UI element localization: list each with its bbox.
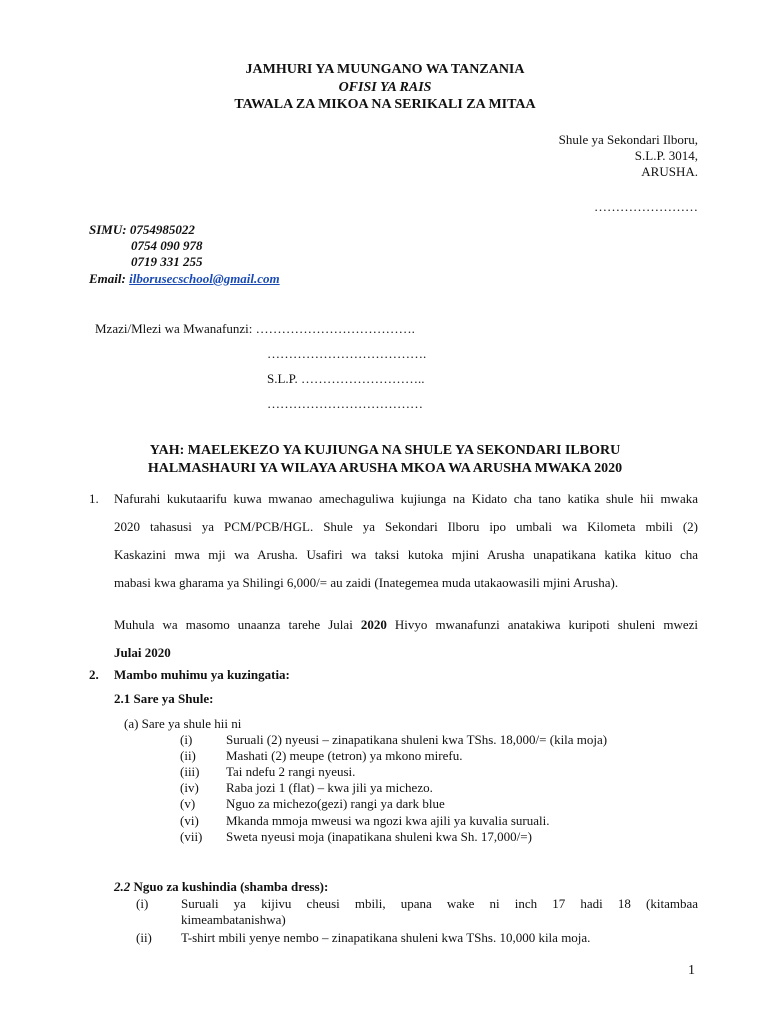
list-item-continuation: kimeambatanishwa) xyxy=(181,912,286,927)
contact-phone-row xyxy=(89,222,195,238)
list-item-roman: (v) xyxy=(180,796,196,811)
list-item-roman: (iii) xyxy=(180,764,200,779)
section-2-title: Mambo muhimu ya kuzingatia: xyxy=(114,667,290,682)
section-2-number: 2. xyxy=(89,667,99,682)
header-republic: JAMHURI YA MUUNGANO WA TANZANIA xyxy=(245,62,525,77)
list-item: Nguo za michezo(gezi) rangi ya dark blue xyxy=(226,796,445,811)
page-number: 1 xyxy=(688,963,695,978)
phone-3: 0719 331 255 xyxy=(131,254,203,269)
section-1-line: mabasi kwa gharama ya Shilingi 6,000/= au zaidi (Inategemea muda utakaowasili mjini Arusha). xyxy=(114,575,619,590)
date-blank: …………………… xyxy=(594,199,698,214)
section-1-line: Kaskazini mwa mji wa Arusha. Usafiri wa taksi kutoka mjini Arusha unapatikana katika kituo cha xyxy=(114,547,698,562)
term-text-a: Muhula wa masomo unaanza tarehe Julai xyxy=(114,617,361,632)
section-2-2-title xyxy=(114,879,328,895)
recipient-blank-3: ……………………………… xyxy=(267,396,423,411)
section-2-2-label: Nguo za kushindia (shamba dress): xyxy=(130,879,329,894)
list-item: Mkanda mmoja mweusi wa ngozi kwa ajili ya kuvalia suruali. xyxy=(226,813,550,828)
subject-line-2: HALMASHAURI YA WILAYA ARUSHA MKOA WA ARUSHA MWAKA 2020 xyxy=(147,461,623,476)
term-text-b: Hivyo mwanafunzi anatakiwa kuripoti shuleni mwezi xyxy=(386,617,698,632)
simu-label: SIMU: xyxy=(89,222,127,237)
list-item-roman: (vii) xyxy=(180,829,203,844)
school-name: Shule ya Sekondari Ilboru, xyxy=(558,132,698,147)
school-city: ARUSHA. xyxy=(641,164,698,179)
list-item-roman: (i) xyxy=(136,896,149,911)
list-item-roman: (i) xyxy=(180,732,193,747)
list-item: T-shirt mbili yenye nembo – zinapatikana shuleni kwa TShs. 10,000 kila moja. xyxy=(181,930,591,945)
list-item: Mashati (2) meupe (tetron) ya mkono mirefu. xyxy=(226,748,463,763)
section-2-1-title: 2.1 Sare ya Shule: xyxy=(114,691,214,706)
list-item: Tai ndefu 2 rangi nyeusi. xyxy=(226,764,356,779)
email-link[interactable]: ilborusecschool@gmail.com xyxy=(129,271,280,286)
section-1-paragraph xyxy=(114,485,698,597)
list-item: Suruali ya kijivu cheusi mbili, upana wake ni inch 17 hadi 18 (kitambaa xyxy=(181,896,698,911)
recipient-blank-2: ………………………………. xyxy=(267,346,427,361)
section-1-line: 2020 tahasusi ya PCM/PCB/HGL. Shule ya Sekondari Ilboru ipo umbali wa Kilometa mbili (2) xyxy=(114,519,698,534)
list-item-roman: (iv) xyxy=(180,780,199,795)
term-line-2: Julai 2020 xyxy=(114,645,171,660)
recipient-blank-1: ………………………………. xyxy=(255,321,415,336)
term-paragraph xyxy=(114,611,698,667)
contact-email-row xyxy=(89,271,280,287)
phone-2: 0754 090 978 xyxy=(131,238,203,253)
header-office: OFISI YA RAIS xyxy=(338,80,432,95)
uniform-intro: (a) Sare ya shule hii ni xyxy=(124,716,242,731)
subject-line-1: YAH: MAELEKEZO YA KUJIUNGA NA SHULE YA SEKONDARI ILBORU xyxy=(149,443,621,458)
list-item-roman: (ii) xyxy=(180,748,196,763)
list-item-roman: (vi) xyxy=(180,813,199,828)
term-year: 2020 xyxy=(360,617,387,632)
email-label: Email: xyxy=(89,271,126,286)
header-ministry: TAWALA ZA MIKOA NA SERIKALI ZA MITAA xyxy=(234,97,536,112)
phone-1: 0754985022 xyxy=(129,222,195,237)
section-2-2-number: 2.2 xyxy=(114,879,131,894)
school-po-box: S.L.P. 3014, xyxy=(634,148,698,163)
term-line-1 xyxy=(114,611,698,639)
list-item: Raba jozi 1 (flat) – kwa jili ya michezo. xyxy=(226,780,433,795)
section-1-number: 1. xyxy=(89,491,99,506)
section-1-line: Nafurahi kukutaarifu kuwa mwanao amechaguliwa kujiunga na Kidato cha tano katika shule hii mwaka xyxy=(114,491,698,506)
recipient-line-1 xyxy=(95,321,415,337)
recipient-slp: S.L.P. ……………………….. xyxy=(267,371,425,386)
list-item-roman: (ii) xyxy=(136,930,152,945)
recipient-label: Mzazi/Mlezi wa Mwanafunzi: xyxy=(95,321,253,336)
list-item: Suruali (2) nyeusi – zinapatikana shuleni kwa TShs. 18,000/= (kila moja) xyxy=(226,732,608,747)
list-item: Sweta nyeusi moja (inapatikana shuleni kwa Sh. 17,000/=) xyxy=(226,829,532,844)
